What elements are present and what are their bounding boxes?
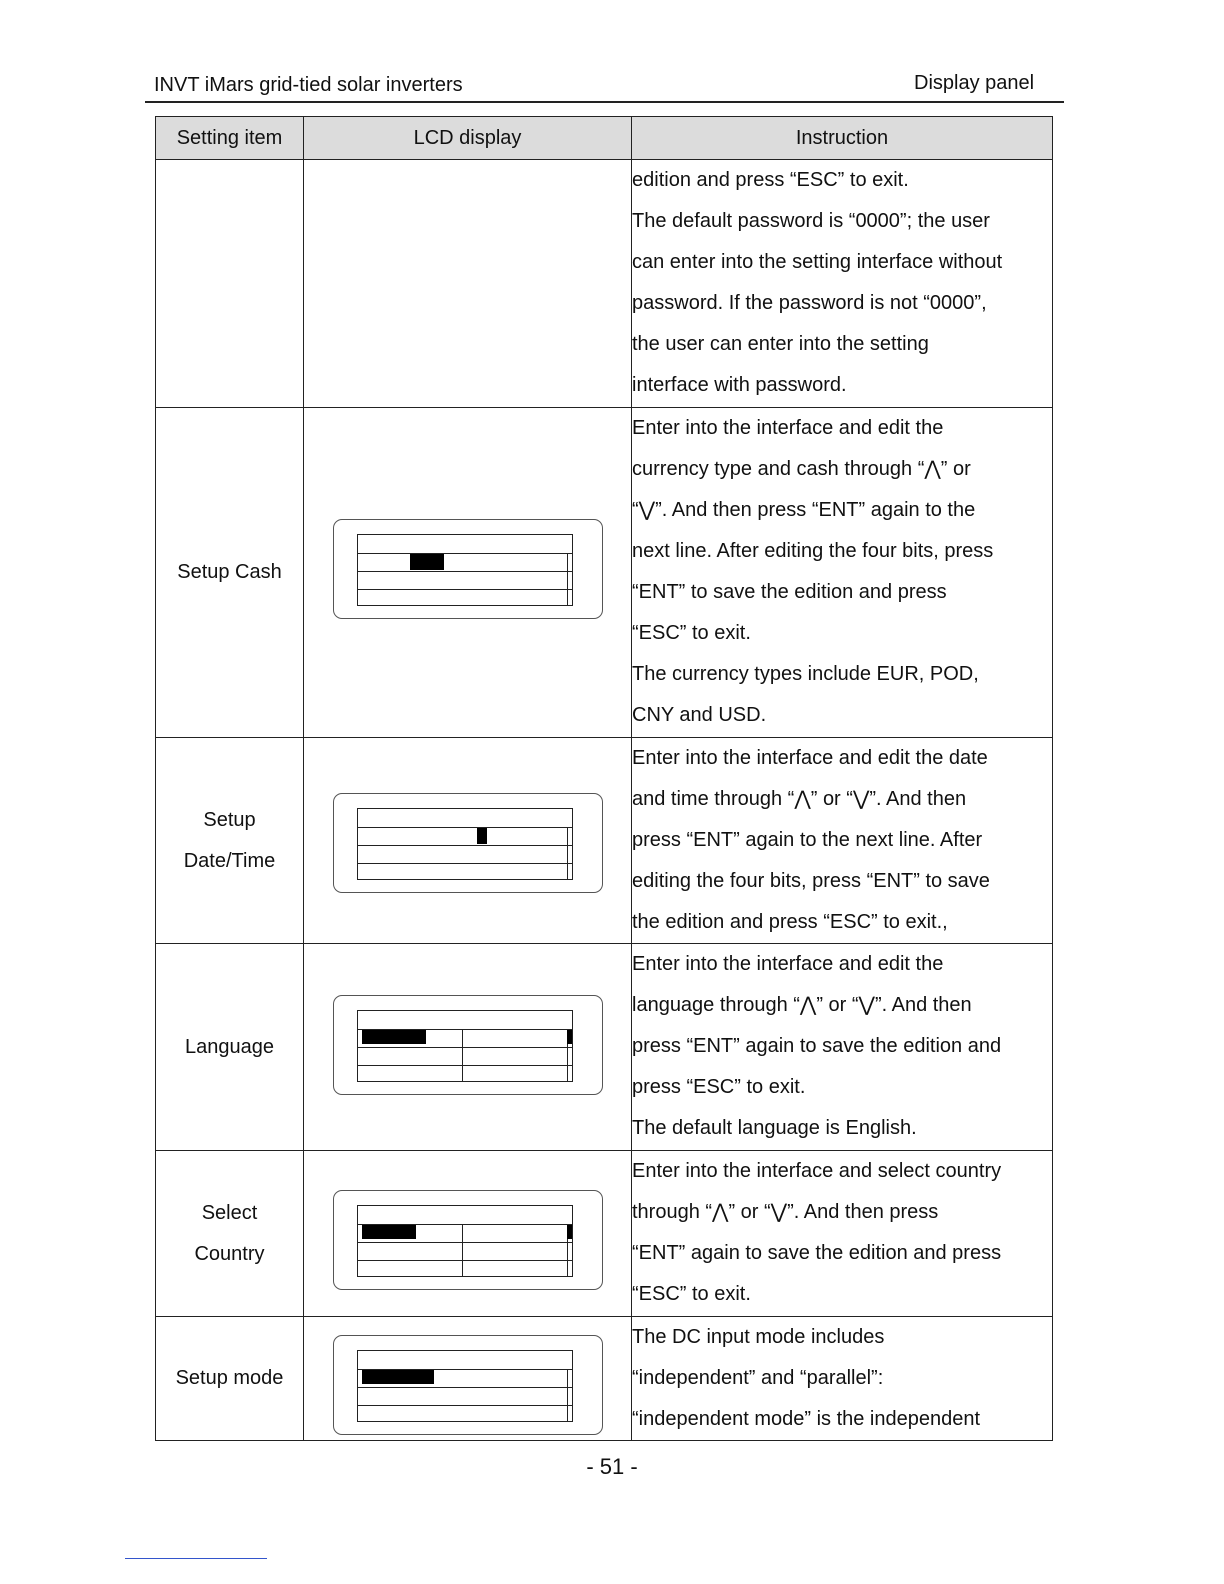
- instruction-line: press “ENT” again to the next line. After: [632, 829, 983, 851]
- instruction-line: “⋁”. And then press “ENT” again to the: [632, 499, 976, 521]
- setting-item-label: Date/Time: [183, 849, 276, 872]
- instruction-line: the user can enter into the setting: [632, 333, 929, 355]
- lcd-row-line: [358, 827, 572, 828]
- lcd-display-cash: [333, 519, 603, 619]
- instruction-line: and time through “⋀” or “⋁”. And then: [632, 788, 967, 810]
- instruction-line: edition and press “ESC” to exit.: [632, 169, 909, 191]
- lcd-display-cell: [304, 944, 632, 1151]
- lcd-cursor: [362, 1030, 426, 1044]
- setting-item-cell: [156, 160, 304, 408]
- instruction-line: The default password is “0000”; the user: [632, 210, 990, 232]
- lcd-row-line: [358, 1047, 572, 1048]
- column-header-setting-item: Setting item: [156, 117, 304, 160]
- lcd-display-language: [333, 995, 603, 1095]
- instruction-line: Enter into the interface and edit the date: [632, 747, 988, 769]
- setting-item-cell: [156, 1317, 304, 1441]
- instruction-line: “ENT” again to save the edition and press: [632, 1242, 1002, 1264]
- setting-item-cell: [156, 1151, 304, 1317]
- setting-item-cell: [156, 944, 304, 1151]
- instruction-cell: [632, 160, 1053, 408]
- lcd-screen: [357, 1010, 573, 1082]
- instruction-line: “independent” and “parallel”:: [632, 1367, 884, 1389]
- instruction-line: “ESC” to exit.: [632, 622, 751, 644]
- lcd-row-line: [358, 1387, 572, 1388]
- column-header-lcd-display: LCD display: [304, 117, 632, 160]
- instruction-line: can enter into the setting interface without: [632, 251, 1003, 273]
- lcd-column-divider: [462, 1029, 463, 1081]
- lcd-cursor: [477, 828, 487, 844]
- instruction-line: language through “⋀” or “⋁”. And then: [632, 994, 972, 1016]
- instruction-line: Enter into the interface and edit the: [632, 417, 944, 439]
- setting-item-label: Select: [201, 1201, 258, 1224]
- lcd-display-cell: [304, 1151, 632, 1317]
- instruction-line: next line. After editing the four bits, press: [632, 540, 994, 562]
- lcd-row-line: [358, 1065, 572, 1066]
- table-row: [156, 160, 1053, 408]
- lcd-screen: [357, 808, 573, 880]
- instruction-line: “independent mode” is the independent: [632, 1408, 981, 1430]
- table-row: [156, 408, 1053, 738]
- lcd-row-line: [358, 589, 572, 590]
- lcd-display-cell: [304, 738, 632, 944]
- instruction-line: through “⋀” or “⋁”. And then press: [632, 1201, 939, 1223]
- lcd-row-line: [358, 1405, 572, 1406]
- setting-item-label: Setup: [203, 808, 256, 831]
- lcd-column-divider: [462, 1224, 463, 1276]
- instruction-cell: [632, 1151, 1053, 1317]
- instruction-line: editing the four bits, press “ENT” to save: [632, 870, 990, 892]
- instruction-line: The DC input mode includes: [632, 1326, 885, 1348]
- lcd-scrollbar-thumb: [567, 1030, 572, 1044]
- instruction-cell: [632, 1317, 1053, 1441]
- lcd-display-cell: [304, 1317, 632, 1441]
- lcd-display-datetime: [333, 793, 603, 893]
- instruction-line: “ENT” to save the edition and press: [632, 581, 947, 603]
- lcd-row-line: [358, 863, 572, 864]
- page-number: - 51 -: [586, 1454, 638, 1479]
- lcd-display-cell: [304, 408, 632, 738]
- instruction-line: press “ENT” again to save the edition and: [632, 1035, 1002, 1057]
- table-row: [156, 1317, 1053, 1441]
- settings-table: [155, 116, 1053, 1441]
- instruction-cell: [632, 738, 1053, 944]
- lcd-row-line: [358, 845, 572, 846]
- footer-link-line: [125, 1558, 267, 1559]
- lcd-display-cell: [304, 160, 632, 408]
- instruction-line: password. If the password is not “0000”,: [632, 292, 987, 314]
- table-body: [156, 160, 1053, 1441]
- instruction-line: Enter into the interface and edit the: [632, 953, 944, 975]
- instruction-line: The currency types include EUR, POD,: [632, 663, 979, 685]
- setting-item-label: Setup Cash: [177, 561, 282, 583]
- lcd-cursor: [362, 1225, 416, 1239]
- lcd-cursor: [410, 554, 444, 570]
- table-row: [156, 944, 1053, 1151]
- document-title: INVT iMars grid-tied solar inverters: [154, 74, 463, 96]
- table-row: [156, 1151, 1053, 1317]
- lcd-screen: [357, 534, 573, 606]
- lcd-screen: [357, 1205, 573, 1277]
- lcd-display-mode: [333, 1335, 603, 1435]
- lcd-scrollbar: [567, 827, 568, 879]
- column-header-instruction: Instruction: [632, 117, 1053, 160]
- section-title: Display panel: [914, 72, 1035, 94]
- instruction-line: interface with password.: [632, 374, 847, 396]
- lcd-row-line: [358, 571, 572, 572]
- setting-item-cell: [156, 738, 304, 944]
- instruction-line: CNY and USD.: [632, 704, 767, 726]
- setting-item-cell: [156, 408, 304, 738]
- lcd-row-line: [358, 1260, 572, 1261]
- table-header-row: [156, 117, 1053, 160]
- instruction-cell: [632, 408, 1053, 738]
- instruction-line: currency type and cash through “⋀” or: [632, 458, 971, 480]
- lcd-cursor: [362, 1370, 434, 1384]
- lcd-screen: [357, 1350, 573, 1422]
- lcd-row-line: [358, 553, 572, 554]
- lcd-scrollbar: [567, 1369, 568, 1421]
- lcd-row-line: [358, 1242, 572, 1243]
- instruction-line: the edition and press “ESC” to exit.,: [632, 911, 948, 933]
- lcd-scrollbar: [567, 553, 568, 605]
- instruction-line: “ESC” to exit.: [632, 1283, 751, 1305]
- table-row: [156, 738, 1053, 944]
- header-divider: [145, 101, 1064, 103]
- lcd-scrollbar-thumb: [567, 1225, 572, 1239]
- instruction-cell: [632, 944, 1053, 1151]
- instruction-line: Enter into the interface and select country: [632, 1160, 1002, 1182]
- setting-item-label: Language: [185, 1035, 274, 1058]
- setting-item-label: Country: [194, 1242, 265, 1265]
- setting-item-label: Setup mode: [175, 1367, 284, 1389]
- lcd-display-country: [333, 1190, 603, 1290]
- instruction-line: The default language is English.: [632, 1117, 917, 1139]
- instruction-line: press “ESC” to exit.: [632, 1076, 806, 1098]
